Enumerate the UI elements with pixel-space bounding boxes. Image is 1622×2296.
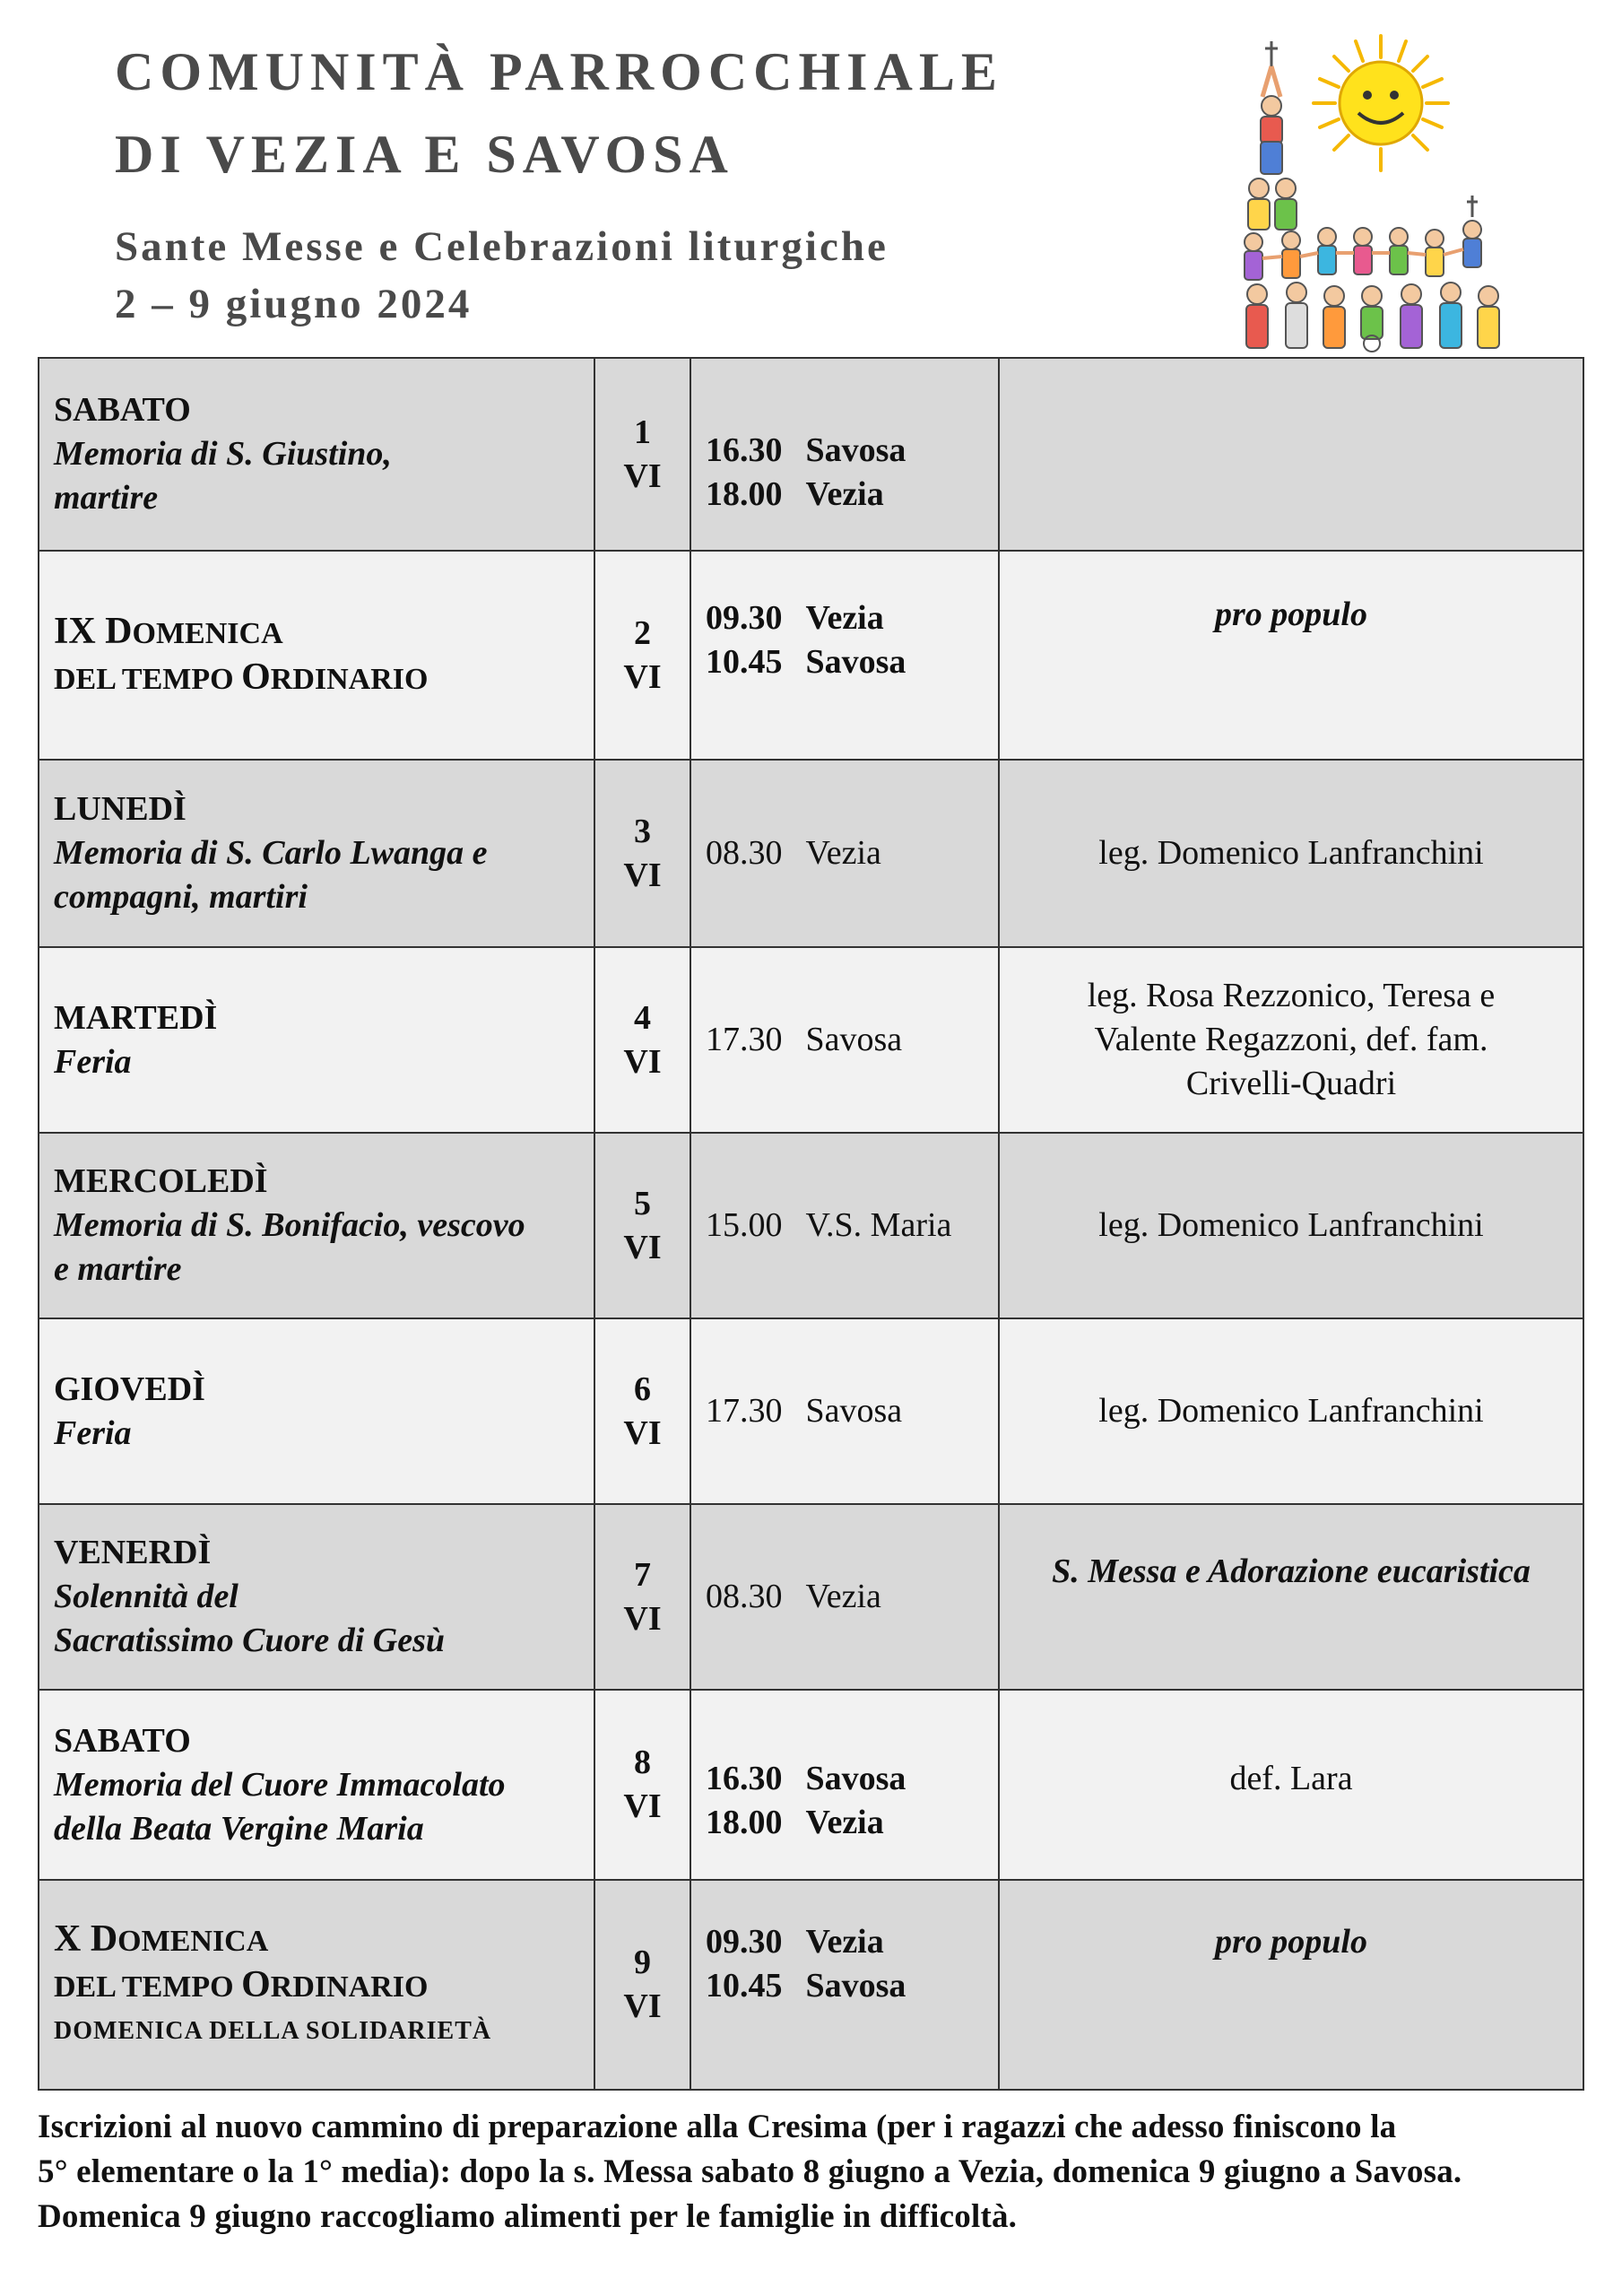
parish-title-line2: DI VEZIA E SAVOSA xyxy=(115,125,734,184)
day-cell xyxy=(39,1690,594,1880)
children-pyramid-logo-icon xyxy=(1237,34,1511,352)
intention-cell xyxy=(999,358,1583,551)
day-cell xyxy=(39,1133,594,1318)
intention-cell: pro populo xyxy=(999,1880,1583,2090)
table-row xyxy=(39,760,1583,947)
intention-cell: S. Messa e Adorazione eucaristica xyxy=(999,1504,1583,1690)
day-celebration: Sacratissimo Cuore di Gesù xyxy=(54,1622,446,1659)
day-celebration: Memoria di S. Carlo Lwanga e xyxy=(54,834,488,872)
mass-time: 17.30 Savosa xyxy=(706,1021,903,1058)
day-cell xyxy=(39,1504,594,1690)
table-row xyxy=(39,1133,1583,1318)
mass-time: 08.30 Vezia xyxy=(706,834,881,872)
day-cell xyxy=(39,358,594,551)
sunday-note: DOMENICA DELLA SOLIDARIETÀ xyxy=(54,2016,492,2045)
date-cell xyxy=(594,760,690,947)
time-cell xyxy=(690,1690,999,1880)
time-cell xyxy=(690,358,999,551)
time-cell xyxy=(690,1318,999,1504)
date-cell xyxy=(594,1133,690,1318)
date-month: VI xyxy=(623,1987,662,2025)
date-month: VI xyxy=(623,1599,662,1638)
intention-line: Valente Regazzoni, def. fam. xyxy=(1094,1021,1488,1058)
intention-line: leg. Rosa Rezzonico, Teresa e xyxy=(1087,977,1496,1014)
time-cell xyxy=(690,947,999,1133)
date-day: 4 xyxy=(634,998,651,1037)
mass-time: 09.30 Vezia xyxy=(706,1923,884,1961)
date-month: VI xyxy=(623,1787,662,1825)
date-day: 8 xyxy=(634,1744,651,1781)
intention-cell: leg. Domenico Lanfranchini xyxy=(999,1318,1583,1504)
sunday-title: IX DOMENICA xyxy=(54,610,283,652)
day-name: LUNEDÌ xyxy=(54,790,186,828)
footer-line: Iscrizioni al nuovo cammino di preparazione alla Cresima (per i ragazzi che adesso finiscono la xyxy=(38,2109,1397,2145)
table-row xyxy=(39,947,1583,1133)
mass-time: 09.30 Vezia xyxy=(706,599,884,637)
date-month: VI xyxy=(623,1413,662,1452)
mass-time: 15.00 V.S. Maria xyxy=(706,1206,952,1244)
day-name: SABATO xyxy=(54,391,191,429)
date-cell xyxy=(594,358,690,551)
mass-time: 08.30 Vezia xyxy=(706,1578,881,1615)
date-day: 7 xyxy=(634,1555,651,1594)
mass-time: 16.30 Savosa xyxy=(706,431,906,469)
footer-line: 5° elementare o la 1° media): dopo la s. Messa sabato 8 giugno a Vezia, domenica 9 giugno a Savosa. xyxy=(38,2153,1462,2190)
day-name: MERCOLEDÌ xyxy=(54,1162,268,1200)
day-celebration: Feria xyxy=(54,1413,132,1452)
day-cell xyxy=(39,1880,594,2090)
day-celebration: Memoria del Cuore Immacolato xyxy=(54,1765,506,1804)
intention-cell: leg. Domenico Lanfranchini xyxy=(999,760,1583,947)
day-cell xyxy=(39,760,594,947)
mass-time: 10.45 Savosa xyxy=(706,643,906,681)
mass-time: 10.45 Savosa xyxy=(706,1967,906,2005)
table-row xyxy=(39,1318,1583,1504)
day-celebration: Solennità del xyxy=(54,1578,239,1615)
date-cell xyxy=(594,551,690,760)
time-cell xyxy=(690,1133,999,1318)
day-celebration: e martire xyxy=(54,1250,182,1288)
date-day: 1 xyxy=(634,413,651,451)
day-celebration: martire xyxy=(54,479,159,517)
intention-line: Crivelli-Quadri xyxy=(1185,1065,1397,1102)
table-row xyxy=(39,1504,1583,1690)
footer-notice xyxy=(38,2105,1589,2239)
date-day: 5 xyxy=(634,1184,651,1222)
date-cell xyxy=(594,1318,690,1504)
parish-title-line1: COMUNITÀ PARROCCHIALE xyxy=(115,42,1003,101)
day-celebration: Memoria di S. Giustino, xyxy=(54,435,392,473)
day-name: VENERDÌ xyxy=(54,1534,212,1571)
sunday-title: X DOMENICA xyxy=(54,1918,269,1960)
date-month: VI xyxy=(623,457,662,495)
date-month: VI xyxy=(623,657,662,696)
mass-schedule-table xyxy=(38,357,1584,2091)
date-cell xyxy=(594,1880,690,2090)
date-month: VI xyxy=(623,1042,662,1081)
date-day: 3 xyxy=(634,812,651,850)
intention-cell: pro populo xyxy=(999,551,1583,760)
schedule-subtitle: Sante Messe e Celebrazioni liturgiche xyxy=(115,223,889,270)
date-cell xyxy=(594,1504,690,1690)
footer-line: Domenica 9 giugno raccogliamo alimenti per le famiglie in difficoltà. xyxy=(38,2198,1018,2235)
date-cell xyxy=(594,947,690,1133)
table-row xyxy=(39,1690,1583,1880)
intention-cell: def. Lara xyxy=(999,1690,1583,1880)
mass-time: 18.00 Vezia xyxy=(706,475,884,513)
date-day: 9 xyxy=(634,1944,651,1981)
table-row xyxy=(39,1880,1583,2090)
day-celebration: compagni, martiri xyxy=(54,878,308,916)
mass-time: 17.30 Savosa xyxy=(706,1392,903,1430)
day-celebration: della Beata Vergine Maria xyxy=(54,1809,424,1848)
day-name: SABATO xyxy=(54,1721,191,1760)
date-day: 6 xyxy=(634,1370,651,1408)
mass-time: 18.00 Vezia xyxy=(706,1804,884,1841)
sunday-title: DEL TEMPO ORDINARIO xyxy=(54,1963,429,2005)
sunday-title: DEL TEMPO ORDINARIO xyxy=(54,656,429,698)
day-celebration: Feria xyxy=(54,1042,132,1081)
intention-cell xyxy=(999,947,1583,1133)
table-row xyxy=(39,551,1583,760)
time-cell xyxy=(690,760,999,947)
schedule-dates: 2 – 9 giugno 2024 xyxy=(115,281,473,327)
day-cell xyxy=(39,947,594,1133)
day-cell xyxy=(39,551,594,760)
day-name: MARTEDÌ xyxy=(54,998,218,1037)
day-cell xyxy=(39,1318,594,1504)
table-row xyxy=(39,358,1583,551)
time-cell xyxy=(690,1504,999,1690)
time-cell xyxy=(690,1880,999,2090)
intention-cell: leg. Domenico Lanfranchini xyxy=(999,1133,1583,1318)
date-month: VI xyxy=(623,1228,662,1266)
day-celebration: Memoria di S. Bonifacio, vescovo xyxy=(54,1206,525,1244)
time-cell xyxy=(690,551,999,760)
mass-time: 16.30 Savosa xyxy=(706,1760,906,1797)
date-day: 2 xyxy=(634,613,651,652)
date-cell xyxy=(594,1690,690,1880)
day-name: GIOVEDÌ xyxy=(54,1370,205,1408)
date-month: VI xyxy=(623,856,662,894)
